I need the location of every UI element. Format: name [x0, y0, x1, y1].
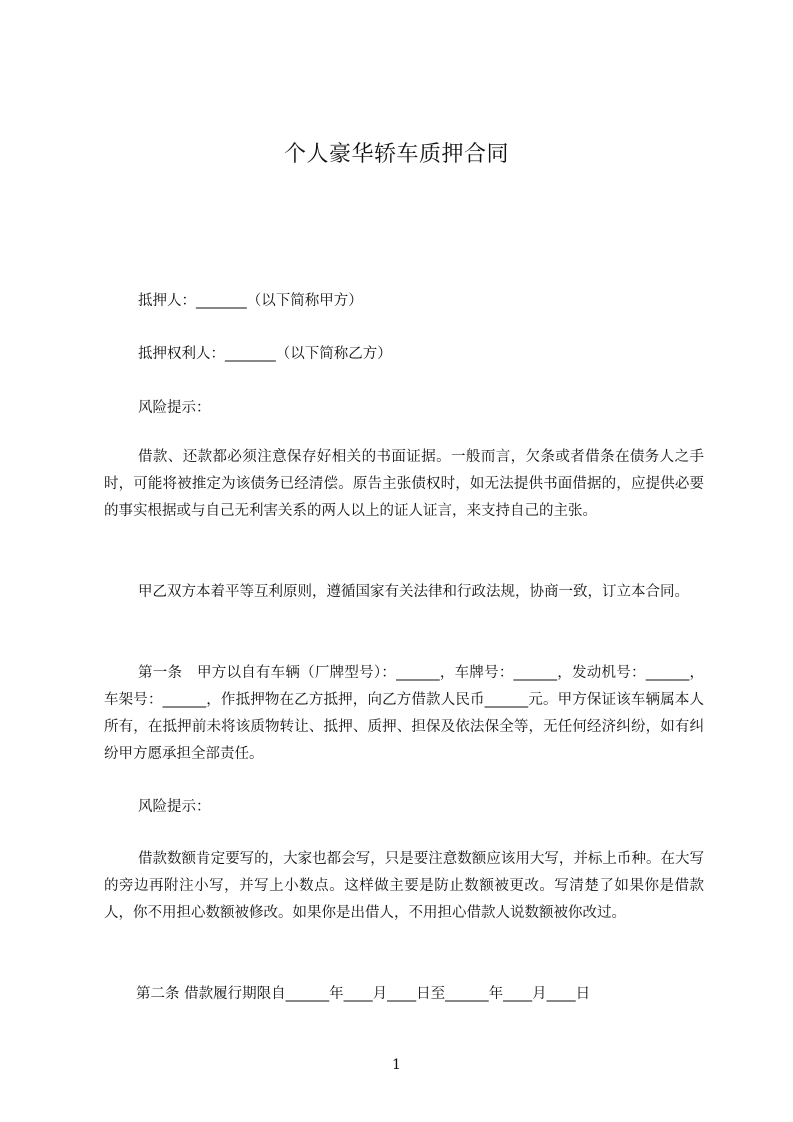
- risk-heading-2: 风险提示：: [138, 799, 211, 815]
- risk-heading-1: 风险提示：: [138, 400, 211, 416]
- pledgee-line: 抵押权利人：_______（以下简称乙方）: [138, 346, 392, 362]
- article-1-paragraph: 第一条 甲方以自有车辆（厂牌型号）：______，车牌号：______，发动机号：______，车架号：______，作抵押物在乙方抵押，向乙方借款人民币______元。甲方保证该车辆属本人所有，在抵押前未将该质物转让、抵押、质押、担保及依法保全等，无任何经济纠纷，如有纠纷甲方愿承担全部责任。: [104, 665, 704, 762]
- page-number: 1: [392, 1057, 401, 1073]
- intro-paragraph: 甲乙双方本着平等互利原则，遵循国家有关法律和行政法规，协商一致，订立本合同。: [138, 584, 689, 600]
- risk-paragraph-2: 借款数额肯定要写的，大家也都会写，只是要注意数额应该用大写，并标上币种。在大写的旁边再附注小写，并写上小数点。这样做主要是防止数额被更改。写清楚了如果你是借款人，你不用担心数额被修改。如果你是出借人，不用担心借款人说数额被你改过。: [104, 851, 704, 921]
- pledgor-line: 抵押人：_______（以下简称甲方）: [138, 293, 363, 309]
- article-2-line: 第二条 借款履行期限自______年____月____日至______年____月____日: [136, 986, 591, 1002]
- document-title: 个人豪华轿车质押合同: [283, 142, 509, 167]
- risk-paragraph-1: 借款、还款都必须注意保存好相关的书面证据。一般而言，欠条或者借条在债务人之手时，可能将被推定为该债务已经清偿。原告主张债权时，如无法提供书面借据的，应提供必要的事实根据或与自己无利害关系的两人以上的证人证言，来支持自己的主张。: [104, 449, 704, 519]
